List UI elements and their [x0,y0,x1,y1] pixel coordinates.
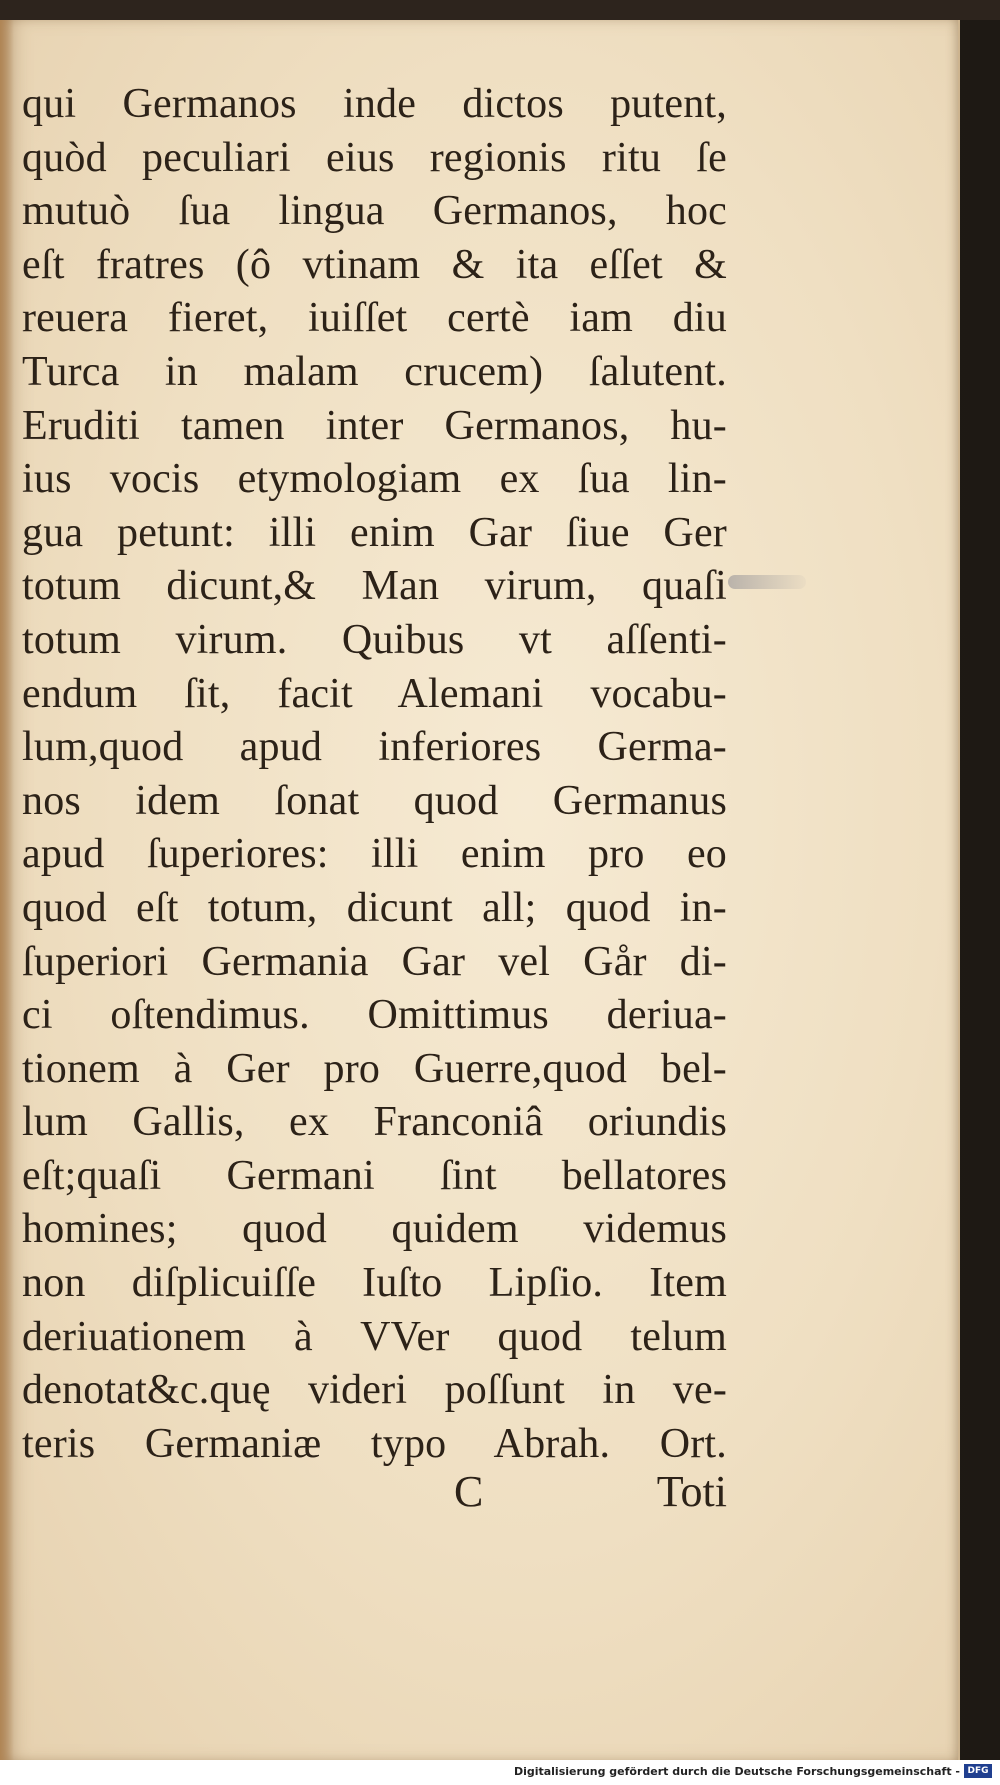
text-line: lum,quod apud inferiores Germa- [22,724,727,771]
text-line: lum Gallis, ex Franconiâ oriundis [22,1099,727,1146]
page-gutter-shadow [0,20,14,1760]
text-line: nos idem ſonat quod Germanus [22,777,727,824]
text-line: deriuationem à VVer quod telum [22,1313,727,1360]
text-line: endum ſit, facit Alemani vocabu- [22,670,727,717]
text-line: tionem à Ger pro Guerre,quod bel- [22,1045,727,1092]
text-line: apud ſuperiores: illi enim pro eo [22,831,727,878]
text-line: eſt fratres (ô vtinam & ita eſſet & [22,241,727,288]
text-line: reuera fieret, iuiſſet certè iam diu [22,295,727,342]
page-text [22,78,727,1471]
text-line: totum dicunt,& Man virum, quaſi [22,563,727,610]
text-line: ius vocis etymologiam ex ſua lin- [22,456,727,503]
text-line: Turca in malam crucem) ſalutent. [22,348,727,395]
page-foot [22,1466,727,1516]
text-line: qui Germanos inde dictos putent, [22,81,727,127]
text-line: non diſplicuiſſe Iuſto Lipſio. Item [22,1260,727,1307]
text-line: teris Germaniæ typo Abrah. Ort. [22,1420,727,1467]
catchword: Toti [656,1467,727,1516]
text-line: denotat&c.quę videri poſſunt in ve- [22,1367,727,1414]
text-line: totum virum. Quibus vt aſſenti- [22,616,727,663]
text-line: mutuò ſua lingua Germanos, hoc [22,188,727,235]
text-line: eſt;quaſi Germani ſint bellatores [22,1152,727,1199]
text-line: ſuperiori Germania Gar vel Går di- [22,938,727,985]
text-line: homines; quod quidem videmus [22,1206,727,1253]
text-line: Eruditi tamen inter Germanos, hu- [22,402,727,449]
digitization-credit: Digitalisierung gefördert durch die Deutsche Forschungsgemeinschaft - [513,1765,960,1778]
signature-mark: C [454,1467,484,1516]
text-line: ci oſtendimus. Omittimus deriua- [22,992,727,1039]
scan-top-strip [0,0,1000,20]
ink-smudge [728,575,806,589]
text-line: gua petunt: illi enim Gar ſiue Ger [22,509,727,556]
dfg-logo-icon: DFG [964,1764,992,1778]
text-line: quod eſt totum, dicunt all; quod in- [22,884,727,931]
text-line: quòd peculiari eius regionis ritu ſe [22,134,727,181]
